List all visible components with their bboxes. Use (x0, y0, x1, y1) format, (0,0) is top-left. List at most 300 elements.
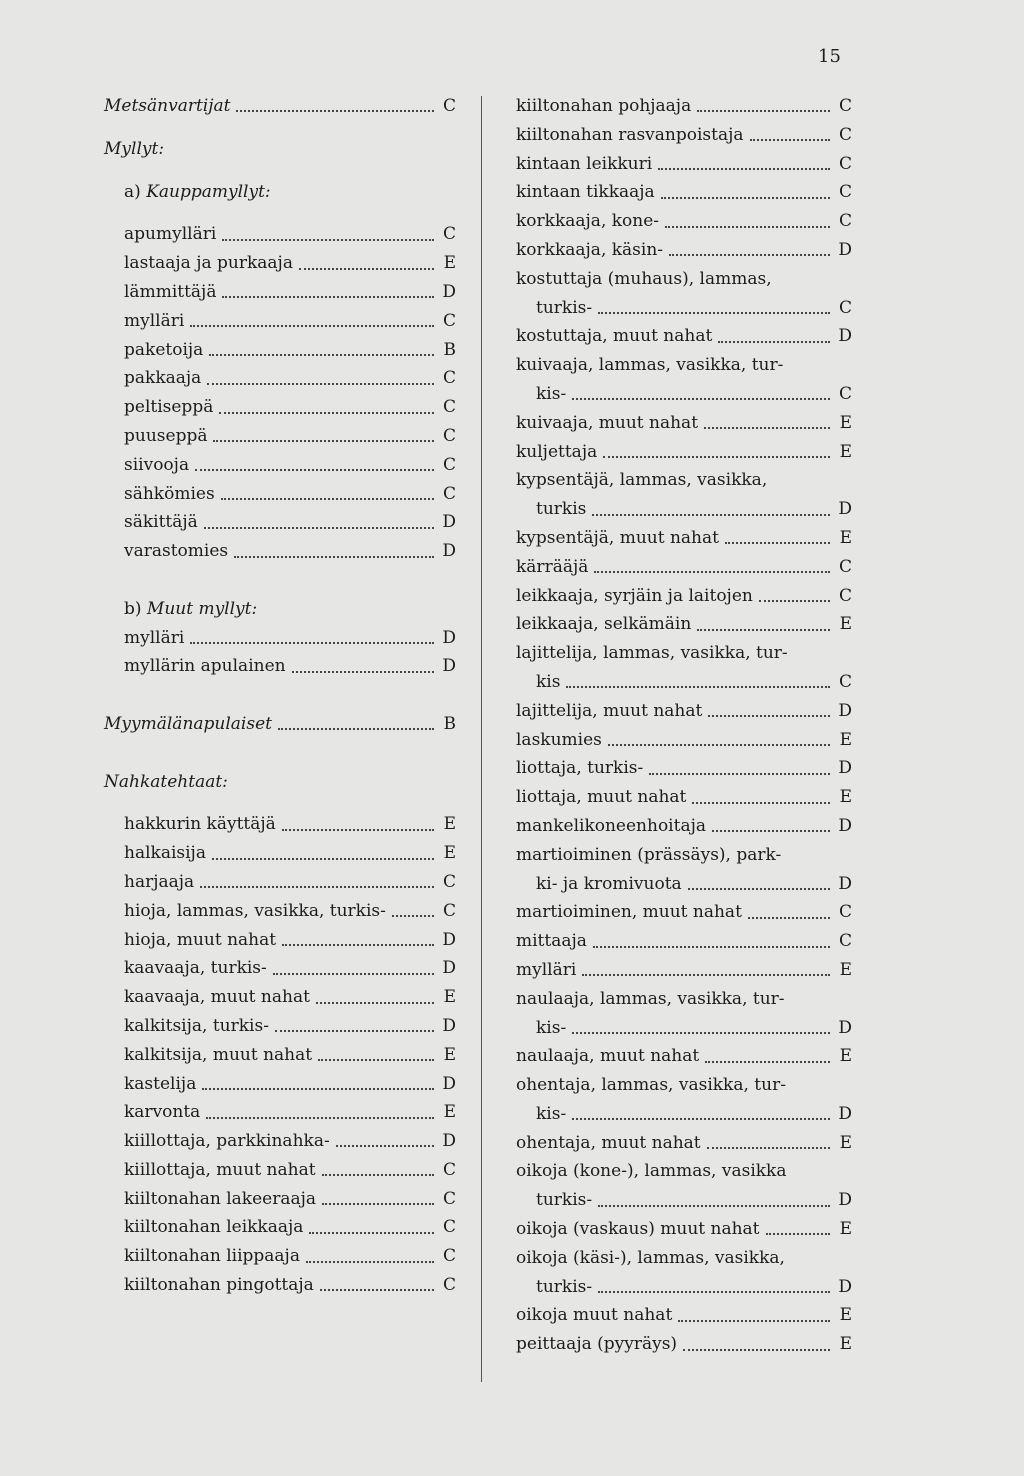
entry-grade: C (838, 902, 852, 923)
list-item (516, 121, 852, 150)
dot-leader (282, 944, 434, 946)
list-item (516, 754, 852, 783)
right-column (516, 92, 852, 1359)
list-item (516, 1042, 852, 1071)
entry-grade: C (442, 871, 456, 892)
list-item (104, 508, 456, 537)
entry-grade: C (442, 1188, 456, 1209)
entry-term: oikoja muut nahat (516, 1305, 673, 1326)
list-item (104, 652, 456, 681)
dot-leader (750, 139, 830, 141)
list-item (516, 668, 852, 697)
list-item (104, 220, 456, 249)
entry-grade: D (838, 1103, 852, 1124)
entry-term: kintaan tikkaaja (516, 182, 655, 203)
entry-grade: D (838, 815, 852, 836)
entry-grade: E (839, 1219, 852, 1240)
entry-grade: E (839, 787, 852, 808)
entry-grade: D (838, 873, 852, 894)
list-item (516, 1244, 852, 1273)
list-item (516, 1186, 852, 1215)
page-number: 15 (818, 46, 841, 67)
entry-grade: E (443, 1102, 456, 1123)
entry-grade: C (442, 425, 456, 446)
dot-leader (725, 542, 830, 544)
entry-grade: E (839, 959, 852, 980)
entry-term: turkis (536, 499, 587, 520)
entry-term: hakkurin käyttäjä (124, 814, 276, 835)
entry-grade: C (838, 211, 852, 232)
list-item (516, 178, 852, 207)
list-item (104, 810, 456, 839)
entry-term: pakkaaja (124, 368, 202, 389)
entry-grade: C (442, 1217, 456, 1238)
dot-leader (572, 1118, 830, 1120)
entry-term: kypsentäjä, lammas, vasikka, (516, 470, 768, 491)
list-item (104, 1098, 456, 1127)
entry-term: kiiltonahan liippaaja (124, 1246, 300, 1267)
subsection-title: Kauppamyllyt: (146, 181, 271, 202)
dot-leader (708, 715, 830, 717)
entry-grade: D (442, 1073, 456, 1094)
list-item (104, 1041, 456, 1070)
entry-grade: C (838, 124, 852, 145)
list-item (104, 1185, 456, 1214)
list-item (516, 207, 852, 236)
dot-leader (222, 296, 434, 298)
entry-term: oikoja (käsi-), lammas, vasikka, (516, 1247, 785, 1268)
list-item (516, 1014, 852, 1043)
dot-leader (665, 226, 830, 228)
dot-leader (234, 556, 434, 558)
dot-leader (204, 527, 434, 529)
entry-term: kärrääjä (516, 556, 589, 577)
dot-leader (688, 888, 830, 890)
list-item (516, 495, 852, 524)
entry-term: mankelikoneenhoitaja (516, 815, 706, 836)
entry-grade: E (443, 843, 456, 864)
list-item (516, 553, 852, 582)
dot-leader (697, 110, 830, 112)
list-item (516, 783, 852, 812)
list-item (104, 1012, 456, 1041)
entry-term: kiiltonahan lakeeraaja (124, 1188, 316, 1209)
entry-grade: D (442, 1131, 456, 1152)
entry-term: turkis- (536, 1276, 593, 1297)
dot-leader (292, 671, 434, 673)
entry-term: oikoja (kone-), lammas, vasikka (516, 1161, 787, 1182)
entry-grade: D (838, 239, 852, 260)
entry-grade: B (443, 713, 456, 734)
dot-leader (219, 412, 434, 414)
entry-term: kuivaaja, muut nahat (516, 412, 699, 433)
entry-grade: C (442, 368, 456, 389)
entry-term: korkkaaja, kone- (516, 211, 660, 232)
entry-grade: E (839, 614, 852, 635)
list-item (104, 249, 456, 278)
entry-grade: E (839, 527, 852, 548)
entry-term: kostuttaja, muut nahat (516, 326, 713, 347)
list-item (516, 294, 852, 323)
entry-term: korkkaaja, käsin- (516, 239, 664, 260)
list-item (104, 897, 456, 926)
list-item (104, 393, 456, 422)
entry-grade: D (838, 758, 852, 779)
entry-term: lajittelija, lammas, vasikka, tur- (516, 643, 788, 664)
entry-term: halkaisija (124, 843, 206, 864)
list-item (516, 1215, 852, 1244)
entry-term: säkittäjä (124, 512, 198, 533)
entry-term: martioiminen (prässäys), park- (516, 844, 782, 865)
list-item (516, 322, 852, 351)
section-heading-myllyt: Myllyt: (104, 138, 165, 159)
dot-leader (692, 802, 830, 804)
entry-grade: C (838, 383, 852, 404)
entry-term: kuivaaja, lammas, vasikka, tur- (516, 355, 784, 376)
dot-leader (598, 1291, 830, 1293)
entry-grade: D (838, 1190, 852, 1211)
entry-term: kis- (536, 1017, 567, 1038)
list-item (516, 697, 852, 726)
entry-grade: D (838, 326, 852, 347)
entry-term: kaavaaja, muut nahat (124, 987, 310, 1008)
dot-leader (316, 1002, 434, 1004)
entry-term: kintaan leikkuri (516, 153, 653, 174)
dot-leader (322, 1174, 434, 1176)
entry-grade: C (442, 1159, 456, 1180)
entry-grade: C (442, 397, 456, 418)
left-column (104, 92, 456, 1300)
entry-grade: C (838, 153, 852, 174)
dot-leader (320, 1289, 434, 1291)
entry-term: kastelija (124, 1073, 197, 1094)
entry-term: kalkitsija, turkis- (124, 1015, 269, 1036)
entry-term: hioja, muut nahat (124, 929, 277, 950)
list-item (516, 956, 852, 985)
subsection-heading-kauppamyllyt (104, 178, 456, 207)
dot-leader (669, 254, 830, 256)
list-item (104, 1127, 456, 1156)
entry-grade: D (838, 1276, 852, 1297)
dot-leader (707, 1147, 830, 1149)
dot-leader (592, 514, 830, 516)
list-item-myymalanapulaiset (104, 710, 456, 739)
entry-grade: C (838, 671, 852, 692)
entry-term: lastaaja ja purkaaja (124, 253, 293, 274)
list-item (516, 438, 852, 467)
entry-grade: C (442, 96, 456, 116)
entry-grade: E (839, 1334, 852, 1355)
entry-term: mylläri (516, 959, 577, 980)
dot-leader (594, 571, 830, 573)
dot-leader (236, 110, 434, 112)
list-item (516, 1273, 852, 1302)
dot-leader (697, 629, 830, 631)
list-item (104, 868, 456, 897)
entry-grade: E (443, 1044, 456, 1065)
dot-leader (336, 1145, 434, 1147)
dot-leader (603, 456, 830, 458)
list-item (516, 1129, 852, 1158)
entry-term: kiillottaja, parkkinahka- (124, 1131, 330, 1152)
entry-term: kiiltonahan pingottaja (124, 1275, 314, 1296)
muut-myllyt-list (104, 624, 456, 682)
entry-term: liottaja, muut nahat (516, 787, 687, 808)
entry-grade: C (442, 310, 456, 331)
entry-term: kostuttaja (muhaus), lammas, (516, 268, 772, 289)
entry-grade: D (442, 929, 456, 950)
dot-leader (572, 398, 830, 400)
entry-term: lajittelija, muut nahat (516, 700, 703, 721)
entry-grade: D (442, 1015, 456, 1036)
dot-leader (712, 830, 830, 832)
list-item (104, 278, 456, 307)
entry-term: ki- ja kromivuota (536, 873, 682, 894)
list-item (516, 639, 852, 668)
entry-grade: C (442, 1275, 456, 1296)
list-item (516, 726, 852, 755)
list-item (516, 92, 852, 121)
dot-leader (661, 197, 830, 199)
dot-leader (195, 469, 434, 471)
entry-term: ohentaja, muut nahat (516, 1132, 701, 1153)
dot-leader (593, 946, 830, 948)
entry-term: laskumies (516, 729, 602, 750)
list-item (516, 265, 852, 294)
entry-term: sähkömies (124, 483, 215, 504)
entry-grade: E (839, 412, 852, 433)
entry-term: hioja, lammas, vasikka, turkis- (124, 900, 386, 921)
list-item (104, 336, 456, 365)
entry-term: kuljettaja (516, 441, 598, 462)
entry-term: kalkitsija, muut nahat (124, 1044, 313, 1065)
dot-leader (598, 312, 830, 314)
list-item (104, 480, 456, 509)
entry-grade: E (443, 987, 456, 1008)
list-item (516, 985, 852, 1014)
subsection-label: b) (124, 598, 142, 619)
dot-leader (221, 498, 434, 500)
kauppamyllyt-list (104, 220, 456, 566)
dot-leader (282, 829, 434, 831)
dot-leader (212, 858, 434, 860)
entry-grade: E (839, 729, 852, 750)
list-item (104, 422, 456, 451)
list-item (104, 1271, 456, 1300)
entry-grade: C (442, 454, 456, 475)
entry-term: siivooja (124, 454, 190, 475)
list-item (104, 1070, 456, 1099)
dot-leader (322, 1203, 434, 1205)
dot-leader (718, 341, 830, 343)
dot-leader (213, 440, 434, 442)
entry-term: peittaaja (pyyräys) (516, 1334, 678, 1355)
entry-term: naulaaja, muut nahat (516, 1046, 700, 1067)
dot-leader (309, 1232, 434, 1234)
entry-term: apumylläri (124, 224, 217, 245)
dot-leader (207, 383, 434, 385)
entry-grade: E (839, 1305, 852, 1326)
dot-leader (306, 1261, 434, 1263)
entry-term: kiiltonahan rasvanpoistaja (516, 124, 744, 145)
list-item (516, 927, 852, 956)
entry-term: liottaja, turkis- (516, 758, 644, 779)
dot-leader (202, 1088, 434, 1090)
entry-term: kaavaaja, turkis- (124, 958, 267, 979)
list-item (516, 582, 852, 611)
dot-leader (275, 1030, 434, 1032)
dot-leader (759, 600, 830, 602)
dot-leader (748, 917, 830, 919)
list-item (516, 351, 852, 380)
list-item (516, 1100, 852, 1129)
entry-grade: B (443, 339, 456, 360)
list-item (104, 537, 456, 566)
entry-term: puuseppä (124, 425, 208, 446)
entry-term: mittaaja (516, 931, 587, 952)
nahkatehtaat-list (104, 810, 456, 1300)
entry-term: ohentaja, lammas, vasikka, tur- (516, 1075, 786, 1096)
entry-term: oikoja (vaskaus) muut nahat (516, 1219, 760, 1240)
entry-term: turkis- (536, 297, 593, 318)
entry-term: turkis- (536, 1190, 593, 1211)
list-item (104, 624, 456, 653)
entry-term: kis- (536, 383, 567, 404)
entry-grade: E (839, 441, 852, 462)
entry-grade: D (838, 499, 852, 520)
list-item (516, 610, 852, 639)
entry-term: Metsänvartijat (104, 96, 231, 116)
entry-term: varastomies (124, 541, 229, 562)
dot-leader (658, 168, 830, 170)
subsection-title: Muut myllyt: (146, 598, 258, 619)
entry-term: paketoija (124, 339, 204, 360)
entry-term: lämmittäjä (124, 281, 217, 302)
dot-leader (766, 1233, 830, 1235)
entry-grade: C (838, 931, 852, 952)
list-item (516, 841, 852, 870)
entry-grade: E (839, 1046, 852, 1067)
entry-grade: E (839, 1132, 852, 1153)
entry-term: leikkaaja, syrjäin ja laitojen (516, 585, 753, 606)
entry-grade: C (838, 585, 852, 606)
dot-leader (704, 427, 830, 429)
entry-term: harjaaja (124, 871, 195, 892)
entry-term: leikkaaja, selkämäin (516, 614, 692, 635)
list-item (516, 812, 852, 841)
dot-leader (278, 728, 434, 730)
entry-grade: C (442, 224, 456, 245)
right-list (516, 92, 852, 1359)
list-item (104, 1213, 456, 1242)
entry-grade: C (442, 900, 456, 921)
list-item (104, 364, 456, 393)
dot-leader (598, 1205, 830, 1207)
entry-grade: C (838, 556, 852, 577)
entry-term: kiillottaja, muut nahat (124, 1159, 316, 1180)
entry-grade: C (838, 182, 852, 203)
list-item (516, 898, 852, 927)
list-item (516, 1071, 852, 1100)
dot-leader (318, 1059, 434, 1061)
entry-grade: C (442, 483, 456, 504)
entry-grade: D (442, 541, 456, 562)
dot-leader (206, 1117, 434, 1119)
entry-term: kiiltonahan leikkaaja (124, 1217, 304, 1238)
list-item (516, 409, 852, 438)
dot-leader (649, 773, 830, 775)
list-item (516, 1301, 852, 1330)
list-item (104, 1156, 456, 1185)
dot-leader (190, 642, 434, 644)
dot-leader (572, 1032, 830, 1034)
dot-leader (200, 886, 434, 888)
list-item (516, 524, 852, 553)
entry-term: peltiseppä (124, 397, 214, 418)
entry-grade: C (838, 96, 852, 116)
subsection-label: a) (124, 181, 141, 202)
dot-leader (392, 915, 434, 917)
subsection-heading-muut-myllyt (104, 595, 456, 624)
entry-grade: D (442, 627, 456, 648)
entry-grade: D (442, 656, 456, 677)
entry-grade: C (838, 297, 852, 318)
entry-term: naulaaja, lammas, vasikka, tur- (516, 988, 785, 1009)
list-item (104, 983, 456, 1012)
entry-grade: D (838, 1017, 852, 1038)
entry-grade: E (443, 253, 456, 274)
entry-grade: D (442, 512, 456, 533)
dot-leader (582, 974, 830, 976)
list-item (104, 307, 456, 336)
dot-leader (705, 1061, 830, 1063)
dot-leader (190, 325, 434, 327)
entry-term: kiiltonahan pohjaaja (516, 96, 692, 116)
dot-leader (222, 239, 434, 241)
entry-term: myllärin apulainen (124, 656, 286, 677)
list-item (104, 1242, 456, 1271)
list-item (104, 926, 456, 955)
dot-leader (678, 1320, 830, 1322)
entry-term: mylläri (124, 310, 185, 331)
list-item (516, 1330, 852, 1359)
entry-grade: D (442, 281, 456, 302)
entry-term: karvonta (124, 1102, 201, 1123)
list-item (104, 839, 456, 868)
entry-grade: D (442, 958, 456, 979)
list-item (516, 1157, 852, 1186)
entry-term: Myymälänapulaiset (104, 713, 272, 734)
entry-grade: E (443, 814, 456, 835)
section-heading-nahkatehtaat: Nahkatehtaat: (104, 771, 228, 792)
entry-term: kypsentäjä, muut nahat (516, 527, 719, 548)
entry-grade: C (442, 1246, 456, 1267)
list-item-metsanvartijat (104, 92, 456, 121)
list-item (516, 150, 852, 179)
entry-grade: D (838, 700, 852, 721)
dot-leader (566, 686, 830, 688)
entry-term: kis (536, 671, 561, 692)
dot-leader (273, 973, 434, 975)
list-item (516, 236, 852, 265)
entry-term: martioiminen, muut nahat (516, 902, 742, 923)
dot-leader (299, 268, 434, 270)
dot-leader (608, 744, 830, 746)
list-item (516, 466, 852, 495)
list-item (104, 451, 456, 480)
column-divider (481, 96, 482, 1382)
list-item (104, 954, 456, 983)
